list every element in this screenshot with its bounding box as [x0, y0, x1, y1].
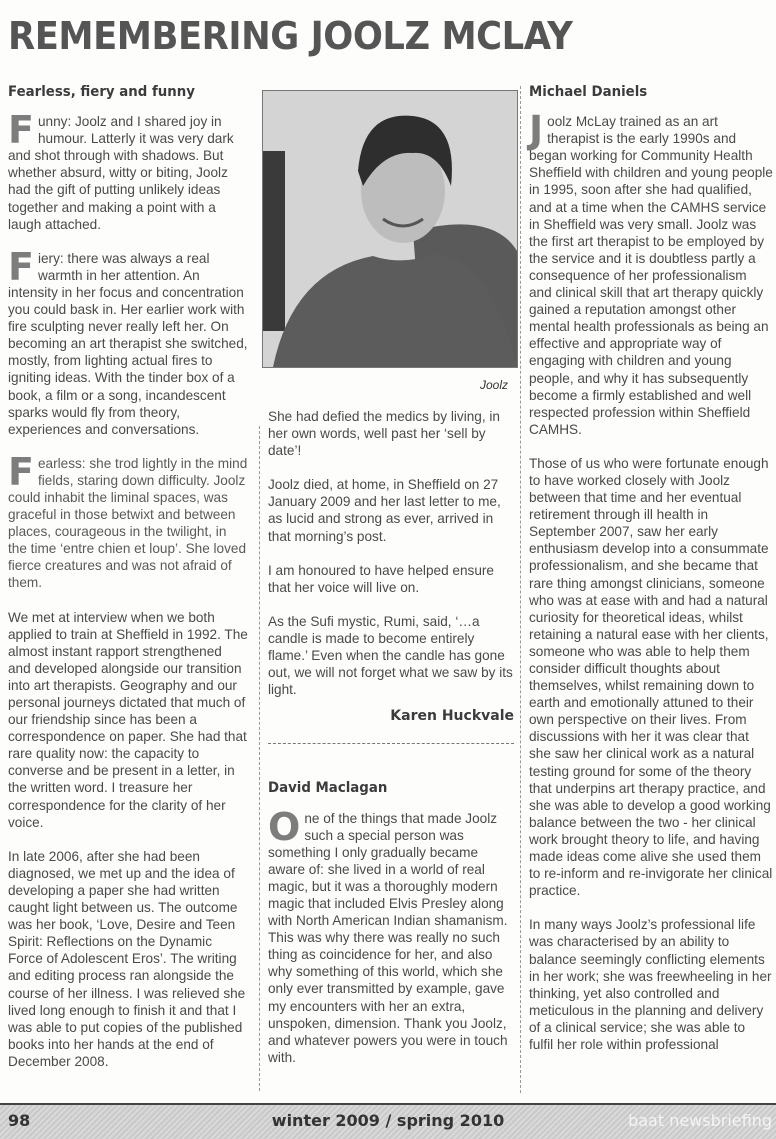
- page-footer: [0, 1103, 776, 1139]
- paragraph: [529, 108, 773, 438]
- drop-cap: O: [268, 804, 301, 849]
- column-michael-daniels: [529, 82, 773, 1070]
- portrait-image: [263, 91, 517, 367]
- page-number: 98: [8, 1111, 31, 1130]
- section-heading: David Maclagan: [268, 780, 388, 797]
- paragraph: I am honoured to have helped ensure that her voice will live on.: [268, 562, 494, 595]
- section-heading: Michael Daniels: [529, 84, 648, 100]
- issue-label: winter 2009 / spring 2010: [271, 1111, 505, 1130]
- portrait-photo: [262, 90, 518, 368]
- section-heading: Fearless, fiery and funny: [8, 84, 195, 100]
- paragraph: She had defied the medics by living, in her own words, well past her ‘sell by date’!: [268, 409, 500, 459]
- paragraph: In many ways Joolz’s professional life was characterised by an ability to balance seemingly conflicting elements in her work; she was freewheeling in her thinking, yet also controlled and meticulous in the planning and delivery of a clinical service; she was able to fulfil her role within professional: [529, 917, 772, 1052]
- paragraph: Those of us who were fortunate enough to have worked closely with Joolz between that time and her eventual retirement through ill health in September 2007, saw her early enthusiasm develop into a consummate professionalism, and she became that rare thing amongst clinicians, someone who was at ease with and had a natural curiosity for theoretical ideas, whilst retaining a natural ease with her clients, someone who was able to help them consider difficult thoughts about themselves, whilst remaining down to earth and emotionally attuned to their own perspective on their lives. From discussions with her it was clear that she saw her clinical work as a natural testing ground for some of the theory that underpins art therapy practice, and she was able to develop a good working balance between the two - her clinical work brought theory to life, and having made ideas come alive she used them to re-inform and re-invigorate her clinical practice.: [529, 455, 773, 899]
- paragraph-text: unny: Joolz and I shared joy in humour. Latterly it was very dark and shot through with shadows. But whether absurd, witty or biting, Joolz had the gift of putting unlikely ideas together and making a point with a laugh attached.: [8, 114, 234, 232]
- paragraph-text: iery: there was always a real warmth in her attention. An intensity in her focus and concentration you could bask in. Her earlier work with fire sculpting never really left her. On becoming an art therapist she switched, mostly, from lighting actual fires to igniting ideas. With the tinder box of a book, a film or a song, incandescent sparks would fly from theory, experiences and conversations.: [8, 250, 248, 437]
- drop-cap: J: [529, 108, 544, 153]
- column-fearless-fiery-funny: [8, 82, 248, 1087]
- publication-name: baat newsbriefing: [628, 1111, 772, 1130]
- author-signature: Karen Huckvale: [390, 708, 514, 725]
- drop-cap: F: [8, 108, 34, 153]
- paragraph: Joolz died, at home, in Sheffield on 27 January 2009 and her last letter to me, as lucid and strong as ever, arrived in that morning’s post.: [268, 477, 501, 544]
- paragraph-text: oolz McLay trained as an art therapist is the early 1990s and began working for Community Health Sheffield with children and young people in 1995, soon after she had qualified, and at a time when the CAMHS service in Sheffield was very small. Joolz was the first art therapist to be employed by the service and it is doubtless partly a consequence of her professionalism and clinical skill that art therapy quickly gained a reputation amongst other mental health professionals as being an effective and appropriate way of engaging with children and young people, and why it has subsequently become a firmly established and well respected profession within Sheffield CAMHS.: [529, 114, 773, 437]
- column-divider: [520, 86, 521, 1093]
- drop-cap: F: [8, 449, 34, 494]
- paragraph: As the Sufi mystic, Rumi, said, ‘…a candle is made to become entirely flame.’ Even when the candle has gone out, we will not forget what we saw by its light.: [268, 613, 513, 698]
- plant-shape: [263, 151, 285, 331]
- page-title: REMEMBERING JOOLZ MCLAY: [8, 14, 573, 58]
- paragraph: [8, 449, 248, 592]
- paragraph: [268, 804, 514, 1066]
- column-karen-huckvale-continued: [268, 408, 514, 1083]
- paragraph: [8, 244, 248, 438]
- paragraph: We met at interview when we both applied to train at Sheffield in 1992. The almost instant rapport strengthened and developed alongside our transition into art therapists. Geography and our personal journeys dictated that much of our friendship since has been a correspondence on paper. She had that rare quality now: the capacity to converse and be present in a letter, in the written word. I treasure her correspondence for the clarity of her voice.: [8, 609, 248, 830]
- paragraph-text: earless: she trod lightly in the mind fields, staring down difficulty. Joolz could inhabit the liminal spaces, was graceful in those betwixt and between places, courageous in the twilight, in the time ‘entre chien et loup’. She loved fierce creatures and was not afraid of them.: [8, 455, 248, 591]
- paragraph: [8, 108, 248, 233]
- drop-cap: F: [8, 244, 34, 289]
- photo-caption: Joolz: [479, 378, 508, 392]
- section-divider: [268, 743, 514, 744]
- paragraph: In late 2006, after she had been diagnosed, we met up and the idea of developing a paper she had written caught light between us. The outcome was her book, ‘Love, Desire and Teen Spirit: Reflections on the Dynamic Force of Adolescent Eros’. The writing and editing process ran alongside the course of her illness. I was relieved she lived long enough to finish it and that I was able to put copies of the published books into her hands at the end of December 2008.: [8, 848, 246, 1069]
- paragraph-text: ne of the things that made Joolz such a special person was something I only gradually became aware of: she lived in a world of real magic, but it was a thoroughly modern magic that included Elvis Presley along with North American Indian shamanism. This was why there was really no such thing as coincidence for her, and also why something of this world, which she only ever transmitted by example, gave my encounters with her an extra, unspoken, dimension. Thank you Joolz, and whatever powers you were in touch with.: [268, 810, 508, 1065]
- column-divider: [259, 426, 260, 1091]
